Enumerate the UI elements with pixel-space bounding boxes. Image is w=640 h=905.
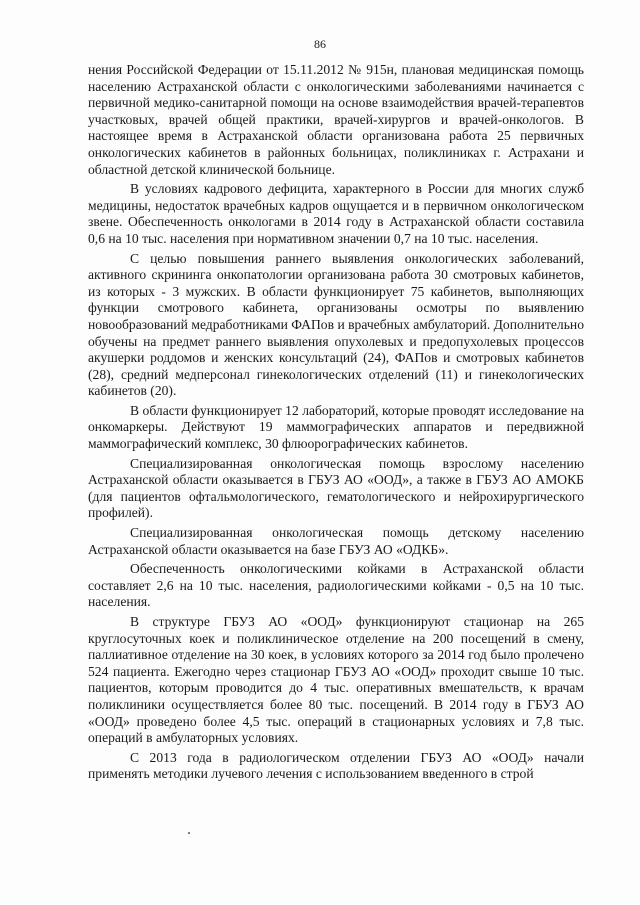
paragraph: С целью повышения раннего выявления онкологических заболеваний, активного скрининга онкопатологии организована работа 30 смотровых кабинетов, из которых - 3 мужских. В области функционирует 75 кабинетов, выполняющих функции смотрового кабинета, организованы осмотры по выявлению новообразований медработниками ФАПов и врачебных амбулаторий. Дополнительно обучены на предмет раннего выявления опухолевых и предопухолевых процессов акушерки роддомов и женских консультаций (24), ФАПов и смотровых кабинетов (28), средний медперсонал гинекологических отделений (11) и гинекологических кабинетов (20). bbox=[88, 250, 584, 399]
paragraph: Специализированная онкологическая помощь детскому населению Астраханской области оказывается на базе ГБУЗ АО «ОДКБ». bbox=[88, 525, 584, 557]
scan-speck bbox=[188, 832, 190, 834]
body-text bbox=[88, 62, 584, 786]
paragraph: Специализированная онкологическая помощь взрослому населению Астраханской области оказывается в ГБУЗ АО «ООД», а также в ГБУЗ АО АМОКБ (для пациентов офтальмологического, гематологического и нейрохирургического профилей). bbox=[88, 455, 584, 521]
paragraph: С 2013 года в радиологическом отделении ГБУЗ АО «ООД» начали применять методики лучевого лечения с использованием введенного в строй bbox=[88, 749, 584, 782]
paragraph: В области функционирует 12 лабораторий, которые проводят исследование на онкомаркеры. Действуют 19 маммографических аппаратов и передвижной маммографический комплекс, 30 флюорографических кабинетов. bbox=[88, 402, 584, 452]
paragraph: нения Российской Федерации от 15.11.2012 № 915н, плановая медицинская помощь населению Астраханской области с онкологическими заболеваниями начинается с первичной медико-санитарной помощи на основе взаимодействия врачей-терапевтов участковых, врачей общей практики, врачей-хирургов и врачей-онкологов. В настоящее время в Астраханской области организована работа 25 первичных онкологических кабинетов в районных больницах, поликлиниках г. Астрахани и областной детской клинической больнице. bbox=[88, 62, 584, 177]
paragraph: В условиях кадрового дефицита, характерного в России для многих служб медицины, недостаток врачебных кадров ощущается и в первичном онкологическом звене. Обеспеченность онкологами в 2014 году в Астраханской области составила 0,6 на 10 тыс. населения при нормативном значении 0,7 на 10 тыс. населения. bbox=[88, 181, 584, 246]
page-number: 86 bbox=[314, 37, 326, 51]
paragraph: Обеспеченность онкологическими койками в Астраханской области составляет 2,6 на 10 тыс. населения, радиологическими койками - 0,5 на 10 тыс. населения. bbox=[88, 561, 584, 610]
paragraph: В структуре ГБУЗ АО «ООД» функционируют стационар на 265 круглосуточных коек и поликлиническое отделение на 200 посещений в смену, паллиативное отделение на 30 коек, в условиях которого за 2014 год было пролечено 524 пациента. Ежегодно через стационар ГБУЗ АО «ООД» проходит свыше 10 тыс. пациентов, которым проводится до 4 тыс. оперативных вмешательств, к врачам поликлиники осуществляется более 80 тыс. посещений. В 2014 году в ГБУЗ АО «ООД» проведено более 4,5 тыс. операций в стационарных условиях и 7,8 тыс. операций в амбулаторных условиях. bbox=[88, 614, 584, 746]
